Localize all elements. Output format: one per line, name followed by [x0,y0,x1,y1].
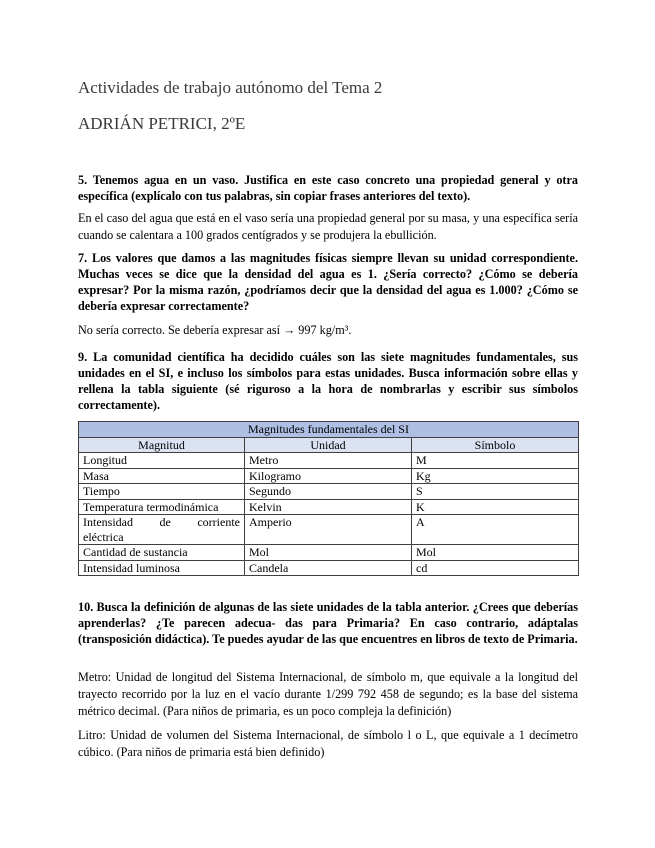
cell-unidad: Segundo [245,484,412,500]
answer-10-litro-block [78,727,578,761]
cell-simbolo: cd [412,560,579,576]
cell-unidad: Candela [245,560,412,576]
question-5-block [78,172,578,204]
question-10: 10. Busca la definición de algunas de las siete unidades de la tabla anterior. ¿Crees que deberías aprenderlas? ¿Te parecen adecua- das para Primaria? En caso contrario, adáptalas (transposición didáctica). Te puedes ayudar de las que encuentres en libros de texto de Primaria. [78,600,578,646]
question-9: 9. La comunidad científica ha decidido cuáles son las siete magnitudes fundamentales, sus unidades en el SI, e incluso los símbolos para estas unidades. Busca información sobre ellas y rellena la tabla siguiente (sé riguroso a la hora de nombrarlas y escribir sus símbolos correctamente). [78,350,578,412]
cell-unidad: Mol [245,545,412,561]
table-row [79,545,579,561]
header-simbolo: Símbolo [412,437,579,453]
table-row [79,484,579,500]
cell-magnitud: Cantidad de sustancia [79,545,245,561]
cell-unidad: Kelvin [245,499,412,515]
header-unidad: Unidad [245,437,412,453]
cell-unidad: Metro [245,453,412,469]
answer-7: No sería correcto. Se debería expresar así → 997 kg/m³. [78,323,352,337]
question-7: 7. Los valores que damos a las magnitudes físicas siempre llevan su unidad correspondiente. Muchas veces se dice que la densidad del agua es 1. ¿Sería correcto? ¿Cómo se debería expresar? Por la misma razón, ¿podríamos decir que la densidad del agua es 1.000? ¿Cómo se debería expresar correctamente? [78,251,578,313]
table-caption: Magnitudes fundamentales del SI [79,422,579,438]
cell-magnitud-line2: eléctrica [83,529,124,544]
answer-5-block [78,210,578,244]
table-row [79,560,579,576]
cell-simbolo: Kg [412,468,579,484]
question-10-block [78,599,578,647]
cell-simbolo: K [412,499,579,515]
cell-simbolo: Mol [412,545,579,561]
answer-10-litro: Litro: Unidad de volumen del Sistema Internacional, de símbolo l o L, que equivale a 1 decímetro cúbico. (Para niños de primaria está bien definido) [78,728,578,759]
answer-10-metro: Metro: Unidad de longitud del Sistema Internacional, de símbolo m, que equivale a la longitud del trayecto recorrido por la luz en el vacío durante 1/299 792 458 de segundo; es la base del sistema métrico decimal. (Para niños de primaria, es un poco compleja la definición) [78,670,578,718]
cell-magnitud: Masa [79,468,245,484]
document-author: ADRIÁN PETRICI, 2ºE [78,114,246,133]
cell-unidad: Amperio [245,515,412,545]
document-title: Actividades de trabajo autónomo del Tema 2 [78,78,383,97]
answer-10-metro-block [78,669,578,720]
si-units-table [78,421,579,576]
cell-simbolo: M [412,453,579,469]
question-7-block [78,250,578,314]
table-row [79,453,579,469]
header-magnitud: Magnitud [79,437,245,453]
answer-5: En el caso del agua que está en el vaso sería una propiedad general por su masa, y una específica sería cuando se calentara a 100 grados centígrados y se produjera la ebullición. [78,211,578,242]
cell-magnitud: Intensidad luminosa [79,560,245,576]
cell-magnitud-line1: Intensidad de corriente [83,515,240,529]
cell-magnitud: Tiempo [79,484,245,500]
table-row [79,468,579,484]
table-row [79,499,579,515]
cell-magnitud: Longitud [79,453,245,469]
table-row [79,515,579,545]
answer-7-block [78,322,578,339]
cell-unidad: Kilogramo [245,468,412,484]
cell-magnitud: Temperatura termodinámica [79,499,245,515]
cell-magnitud [79,515,245,545]
question-9-block [78,349,578,413]
cell-simbolo: A [412,515,579,545]
question-5: 5. Tenemos agua en un vaso. Justifica en este caso concreto una propiedad general y otra específica (explícalo con tus palabras, sin copiar frases anteriores del texto). [78,173,578,203]
cell-simbolo: S [412,484,579,500]
